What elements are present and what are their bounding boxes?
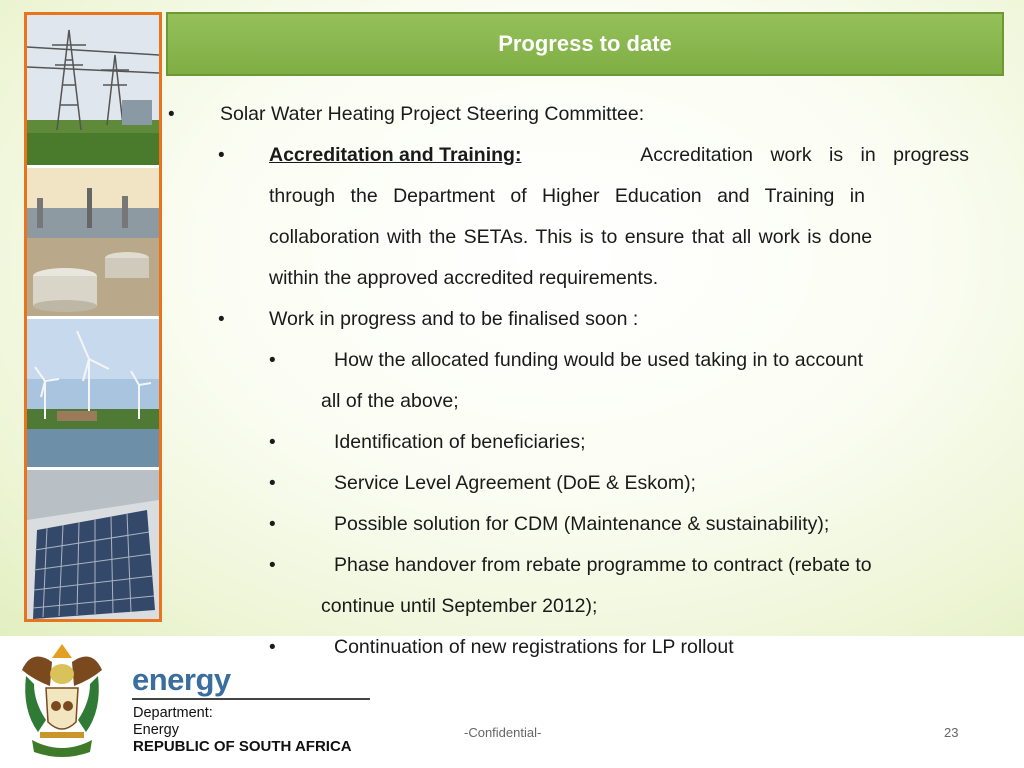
slide-title: Progress to date [498,31,672,56]
bullet-marker: • [269,514,276,535]
bullet-marker: • [218,309,225,330]
bullet-marker: • [218,145,225,166]
bullet-marker: • [269,637,276,658]
department-label: Department: [133,705,213,721]
bullet-marker: • [269,473,276,494]
bullet-marker: • [269,350,276,371]
accreditation-text: Accreditation work is in progress [640,144,969,166]
registrations-item: Continuation of new registrations for LP rollout [334,636,734,658]
accreditation-line-4: within the approved accredited requirements. [269,267,659,289]
coat-of-arms-logo [12,640,112,762]
main-bullet-text: Solar Water Heating Project Steering Committee: [220,103,645,125]
logo-divider [132,698,370,700]
sla-item: Service Level Agreement (DoE & Eskom); [334,472,696,494]
bullet-marker: • [168,104,175,125]
accreditation-line-2: through the Department of Higher Education and Training in [269,185,865,207]
funding-line-1: How the allocated funding would be used taking in to account [334,349,864,371]
handover-line-1: Phase handover from rebate programme to contract (rebate to [334,554,872,576]
energy-wordmark: energy [132,662,231,697]
page-number: 23 [944,725,959,740]
department-name: Energy [133,722,179,738]
beneficiaries-item: Identification of beneficiaries; [334,431,586,453]
work-in-progress-text: Work in progress and to be finalised soon : [269,308,639,330]
bullet-marker: • [269,555,276,576]
handover-line-2: continue until September 2012); [321,595,598,617]
accreditation-line-1 [269,144,969,166]
bullet-marker: • [269,432,276,453]
accreditation-line-3: collaboration with the SETAs. This is to ensure that all work is done [269,226,873,248]
funding-line-2: all of the above; [321,390,459,412]
accreditation-heading: Accreditation and Training: [269,144,522,166]
cdm-item: Possible solution for CDM (Maintenance & sustainability); [334,513,830,535]
country-name: REPUBLIC OF SOUTH AFRICA [133,738,352,755]
confidential-label: -Confidential- [464,725,542,740]
